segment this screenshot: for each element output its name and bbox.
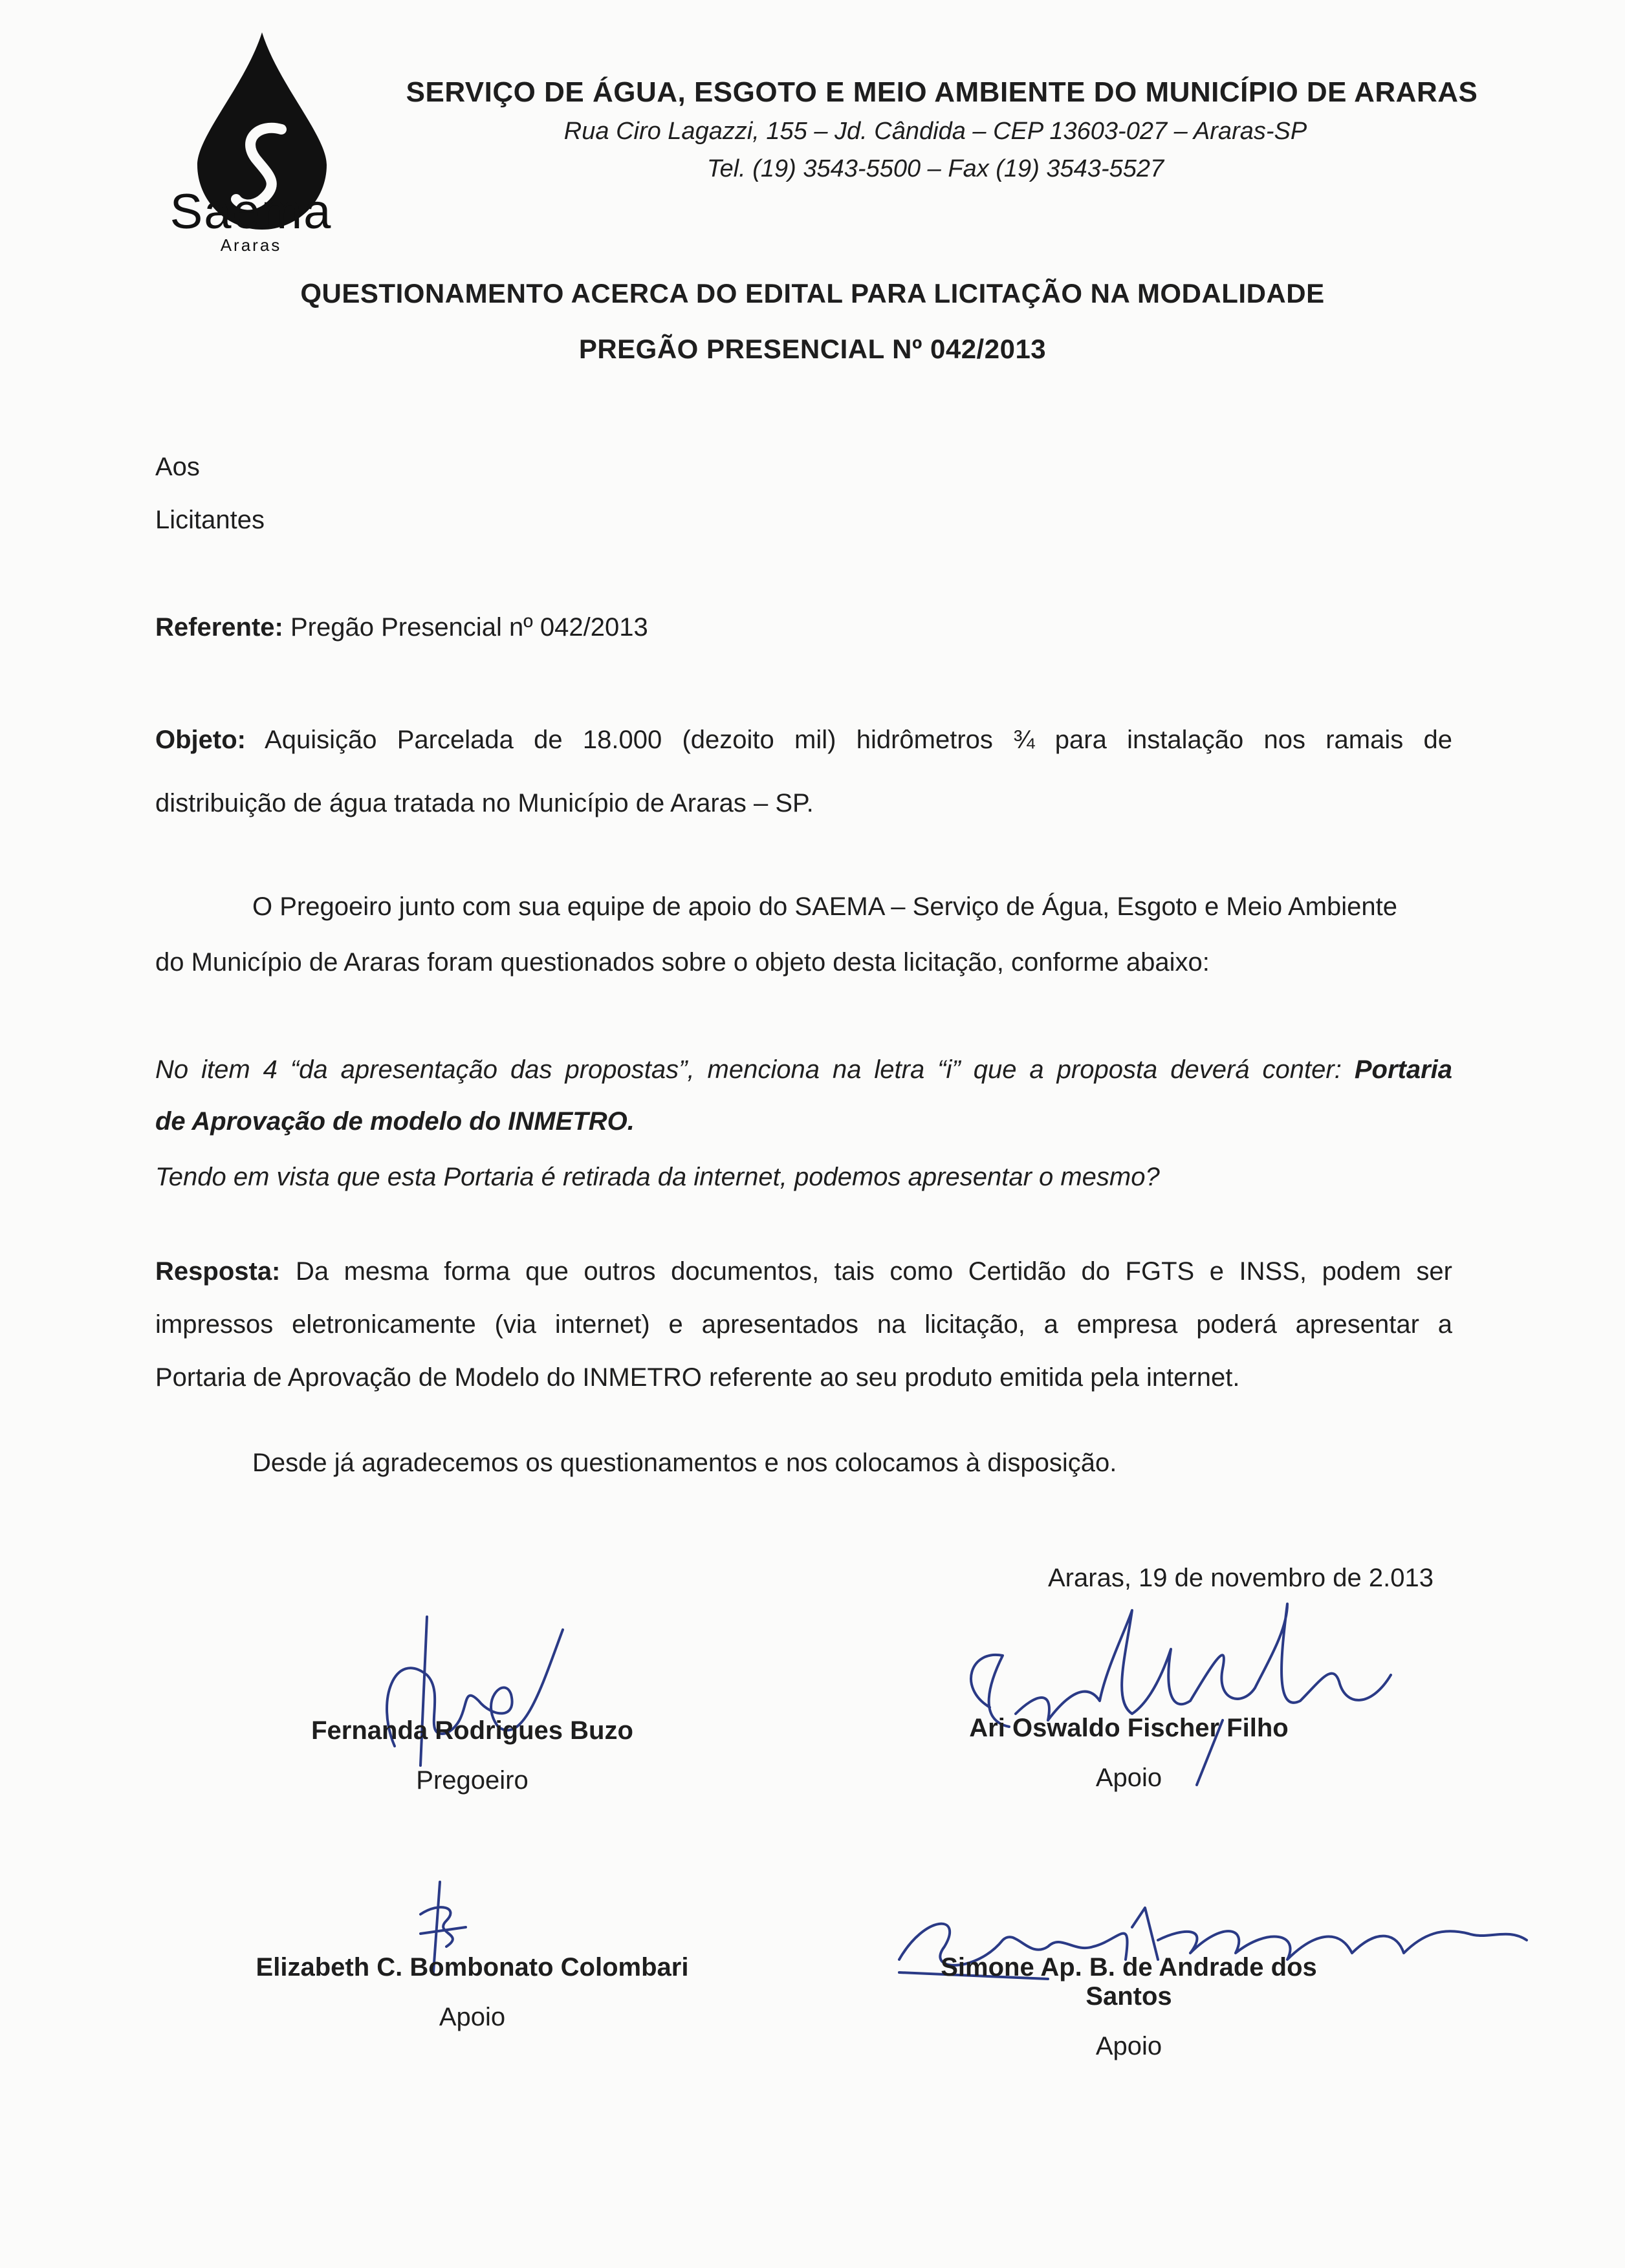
document-title-line2: PREGÃO PRESENCIAL Nº 042/2013	[578, 334, 1047, 364]
document-title-line1: QUESTIONAMENTO ACERCA DO EDITAL PARA LICITAÇÃO NA MODALIDADE	[300, 278, 1325, 308]
object-line1	[155, 713, 1452, 767]
question-line1	[155, 1042, 1452, 1097]
reference-line	[155, 600, 1452, 654]
reference-label: Referente:	[155, 613, 283, 642]
signatory-1-role: Pregoeiro	[416, 1766, 529, 1795]
signatory-2-role: Apoio	[1095, 1764, 1162, 1792]
signatory-1	[246, 1716, 699, 1795]
intro-line1: O Pregoeiro junto com sua equipe de apoio do SAEMA – Serviço de Água, Esgoto e Meio Ambiente	[252, 892, 1397, 921]
signatory-3	[246, 1953, 699, 2032]
signatory-4-role: Apoio	[1095, 2032, 1162, 2060]
signatory-2-name: Ari Oswaldo Fischer Filho	[969, 1714, 1289, 1742]
closing-sentence: Desde já agradecemos os questionamentos e nos colocamos à disposição.	[252, 1449, 1117, 1477]
question-bold-line2: de Aprovação de modelo do INMETRO.	[155, 1107, 635, 1136]
answer-text-line2: impressos eletronicamente (via internet) e apresentados na licitação, a empresa poderá apresentar a	[155, 1310, 1452, 1339]
object-label: Objeto:	[155, 726, 246, 754]
answer-line1	[155, 1244, 1452, 1299]
organization-phone: Tel. (19) 3543-5500 – Fax (19) 3543-5527	[706, 155, 1164, 182]
question-text: No item 4 “da apresentação das propostas”, menciona na letra “i” que a proposta deverá conter:	[155, 1055, 1342, 1084]
signatory-2	[902, 1714, 1355, 1793]
intro-line2: do Município de Araras foram questionados sobre o objeto desta licitação, conforme abaixo:	[155, 948, 1210, 977]
answer-text-line1: Da mesma forma que outros documentos, tais como Certidão do FGTS e INSS, podem ser	[295, 1257, 1452, 1286]
recipient-line1: Aos	[155, 453, 200, 481]
signatory-4-name: Simone Ap. B. de Andrade dos Santos	[941, 1953, 1317, 2011]
reference-text: Pregão Presencial nº 042/2013	[290, 613, 648, 642]
organization-address: Rua Ciro Lagazzi, 155 – Jd. Cândida – CEP 13603-027 – Araras-SP	[563, 118, 1307, 145]
answer-label: Resposta:	[155, 1257, 281, 1286]
signatory-3-name: Elizabeth C. Bombonato Colombari	[256, 1953, 689, 1982]
logo-wordmark: Saema	[169, 184, 333, 239]
date-line: Araras, 19 de novembro de 2.013	[1048, 1564, 1434, 1592]
organization-name: SERVIÇO DE ÁGUA, ESGOTO E MEIO AMBIENTE DO MUNICÍPIO DE ARARAS	[406, 76, 1478, 108]
logo-subtitle: Araras	[220, 235, 282, 255]
recipient-line2: Licitantes	[155, 506, 265, 534]
signatory-1-name: Fernanda Rodrigues Buzo	[311, 1716, 633, 1745]
signatory-4	[902, 1953, 1355, 2061]
signatory-3-role: Apoio	[439, 2003, 506, 2031]
object-text-line1: Aquisição Parcelada de 18.000 (dezoito mil) hidrômetros ¾ para instalação nos ramais de	[265, 726, 1453, 754]
object-text-line2: distribuição de água tratada no Município de Araras – SP.	[155, 789, 814, 817]
question-line3: Tendo em vista que esta Portaria é retirada da internet, podemos apresentar o mesmo?	[155, 1163, 1160, 1191]
answer-text-line3: Portaria de Aprovação de Modelo do INMETRO referente ao seu produto emitida pela internet.	[155, 1363, 1240, 1392]
question-bold-portaria: Portaria	[1354, 1055, 1452, 1084]
